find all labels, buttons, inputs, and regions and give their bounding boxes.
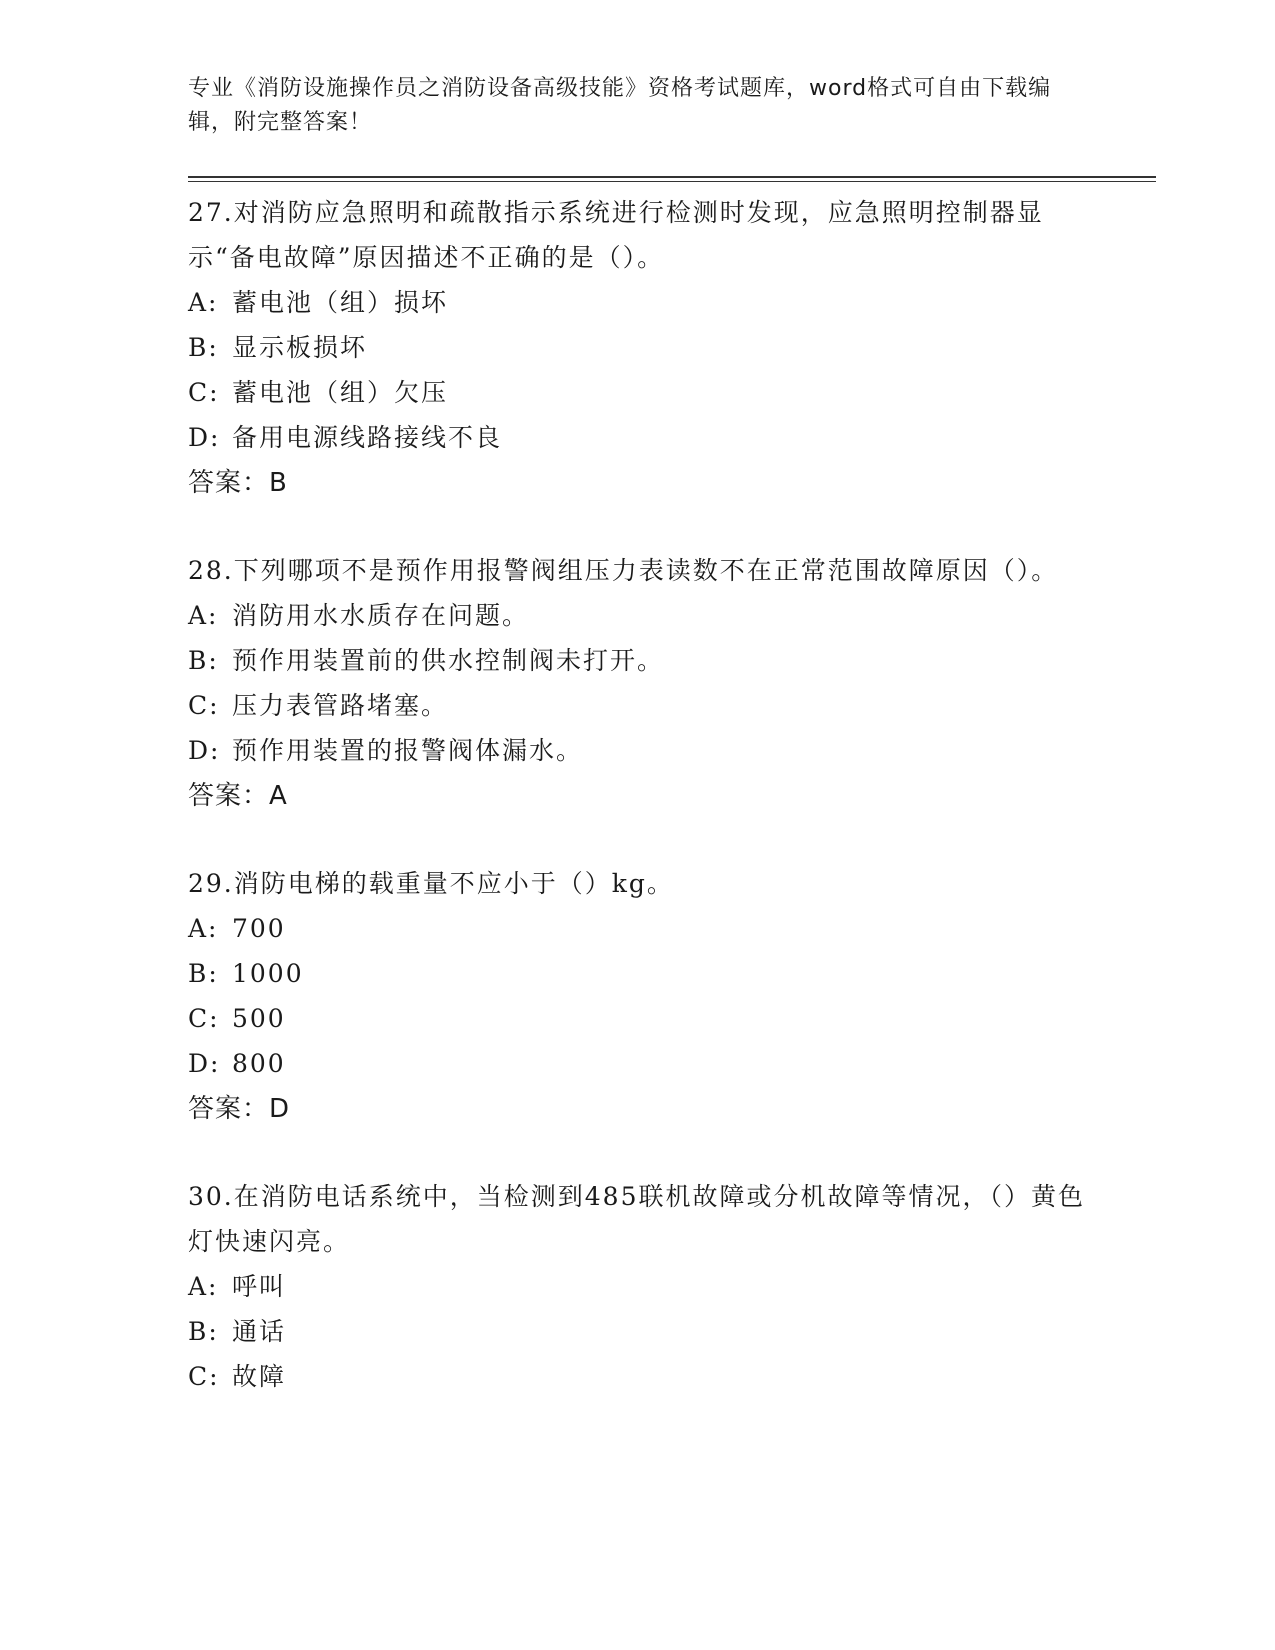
option-text: 预作用装置的报警阀体漏水。 [232,736,584,765]
question-27 [188,190,1088,506]
option-text: 蓄电池（组）损坏 [232,288,449,317]
option-letter: C: [188,1362,220,1391]
option-letter: C: [188,1004,220,1033]
option-letter: B: [188,646,219,675]
question-30 [188,1174,1088,1399]
option-a [188,1264,1088,1309]
option-letter: A: [188,288,219,317]
option-letter: D: [188,423,221,452]
question-list [188,190,1088,1441]
option-c [188,1354,1088,1399]
question-stem: 30.在消防电话系统中，当检测到485联机故障或分机故障等情况，（）黄色灯快速闪亮。 [188,1182,1085,1256]
option-b [188,1309,1088,1354]
option-letter: B: [188,959,219,988]
option-a [188,906,1088,951]
option-letter: A: [188,914,219,943]
option-text: 500 [232,1004,286,1033]
question-28 [188,548,1088,819]
answer-line: 答案：B [188,468,288,498]
option-letter: D: [188,736,221,765]
question-29 [188,861,1088,1132]
option-text: 蓄电池（组）欠压 [232,378,449,407]
option-text: 显示板损坏 [232,333,368,362]
document-header: 专业《消防设施操作员之消防设备高级技能》资格考试题库，word格式可自由下载编辑，附完整答案！ [188,76,1052,135]
option-text: 消防用水水质存在问题。 [232,601,530,630]
option-text: 呼叫 [232,1272,287,1301]
option-letter: D: [188,1049,221,1078]
option-letter: B: [188,1317,219,1346]
option-letter: C: [188,378,220,407]
option-c [188,683,1088,728]
option-b [188,325,1088,370]
answer-line: 答案：A [188,781,288,811]
option-d [188,1041,1088,1086]
answer-line: 答案：D [188,1094,291,1124]
option-letter: A: [188,601,219,630]
option-c [188,996,1088,1041]
option-text: 800 [232,1049,286,1078]
option-a [188,280,1088,325]
option-text: 700 [232,914,286,943]
option-text: 1000 [232,959,304,988]
option-text: 预作用装置前的供水控制阀未打开。 [232,646,665,675]
header-divider [188,176,1156,182]
option-d [188,728,1088,773]
question-stem: 28.下列哪项不是预作用报警阀组压力表读数不在正常范围故障原因（）。 [188,556,1059,585]
option-text: 故障 [232,1362,287,1391]
option-c [188,370,1088,415]
question-stem: 29.消防电梯的载重量不应小于（）kg。 [188,869,674,898]
option-text: 备用电源线路接线不良 [232,423,503,452]
question-stem: 27.对消防应急照明和疏散指示系统进行检测时发现，应急照明控制器显示“备电故障”原因描述不正确的是（）。 [188,198,1044,272]
option-text: 压力表管路堵塞。 [232,691,449,720]
option-letter: A: [188,1272,219,1301]
option-text: 通话 [232,1317,287,1346]
option-letter: C: [188,691,220,720]
option-b [188,951,1088,996]
option-b [188,638,1088,683]
option-letter: B: [188,333,219,362]
option-d [188,415,1088,460]
option-a [188,593,1088,638]
